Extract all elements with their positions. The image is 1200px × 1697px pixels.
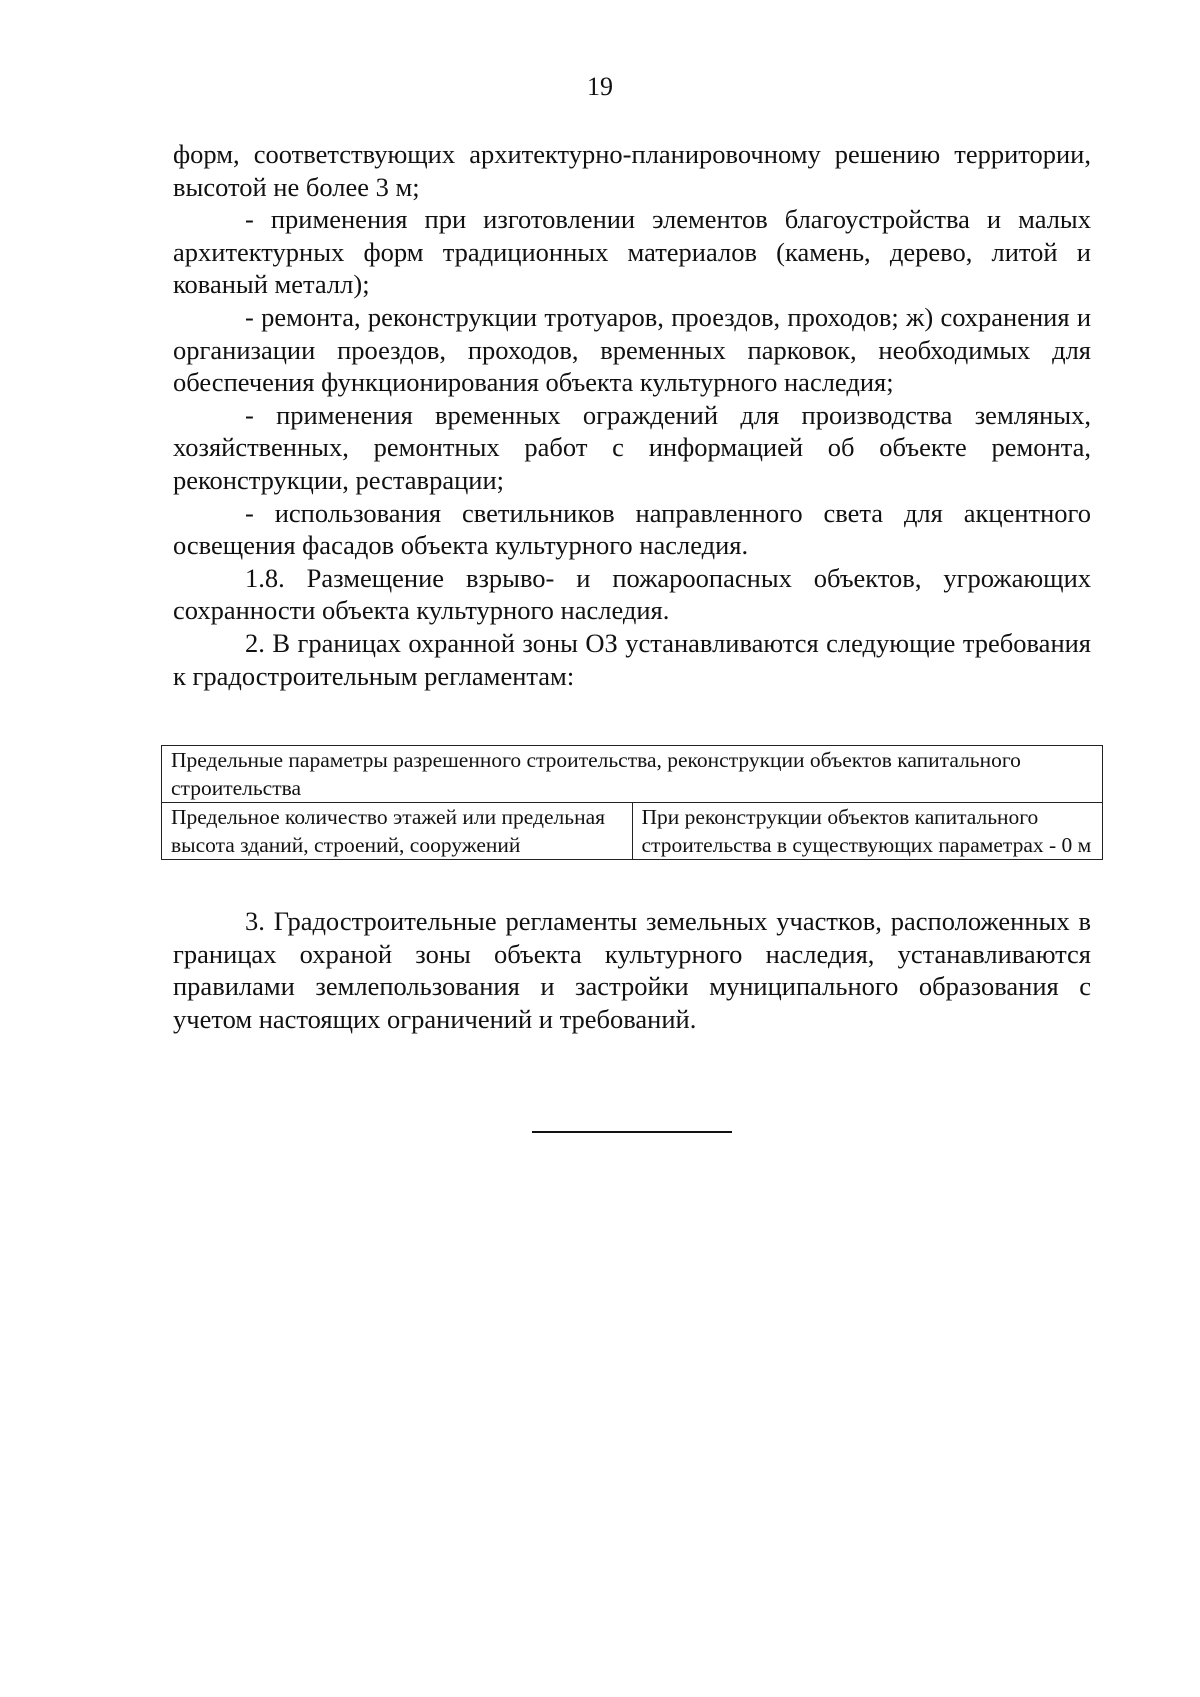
- paragraph: - применения при изготовлении элементов благоустройства и малых архитектурных форм традиционных материалов (камень, дерево, литой и кованый металл);: [173, 204, 1091, 300]
- paragraph: форм, соответствующих архитектурно-планировочному решению территории, высотой не более 3 м;: [173, 139, 1091, 202]
- table-cell-parameter: Предельное количество этажей или предельная высота зданий, строений, сооружений: [162, 803, 633, 860]
- paragraph: 1.8. Размещение взрыво- и пожароопасных объектов, угрожающих сохранности объекта культурного наследия.: [173, 562, 1091, 626]
- paragraph: - ремонта, реконструкции тротуаров, проездов, проходов; ж) сохранения и организации проездов, проходов, временных парковок, необходимых для обеспечения функционирования объекта культурного наследия;: [173, 301, 1091, 398]
- paragraph: - применения временных ограждений для производства земляных, хозяйственных, ремонтных работ с информацией об объекте ремонта, реконструкции, реставрации;: [173, 399, 1091, 495]
- paragraph: 3. Градостроительные регламенты земельных участков, расположенных в границах охраной зоны объекта культурного наследия, устанавливаются правилами землепользования и застройки муниципального образования с учетом настоящих ограничений и требований.: [173, 906, 1091, 1034]
- table-header-row: [162, 746, 1103, 803]
- requirements-table: [161, 745, 1103, 860]
- paragraph: - использования светильников направленного света для акцентного освещения фасадов объекта культурного наследия.: [173, 497, 1091, 561]
- paragraph: 2. В границах охранной зоны ОЗ устанавливаются следующие требования к градостроительным регламентам:: [173, 627, 1091, 691]
- table-header-cell: Предельные параметры разрешенного строительства, реконструкции объектов капитального строительства: [162, 746, 1103, 803]
- table-cell-value: При реконструкции объектов капитального строительства в существующих параметрах - 0 м: [632, 803, 1103, 860]
- body-text-bottom: [173, 905, 1091, 1035]
- page-number: 19: [587, 72, 613, 101]
- end-rule-divider: [532, 1131, 732, 1133]
- table-row: [162, 803, 1103, 860]
- body-text-top: [173, 138, 1091, 692]
